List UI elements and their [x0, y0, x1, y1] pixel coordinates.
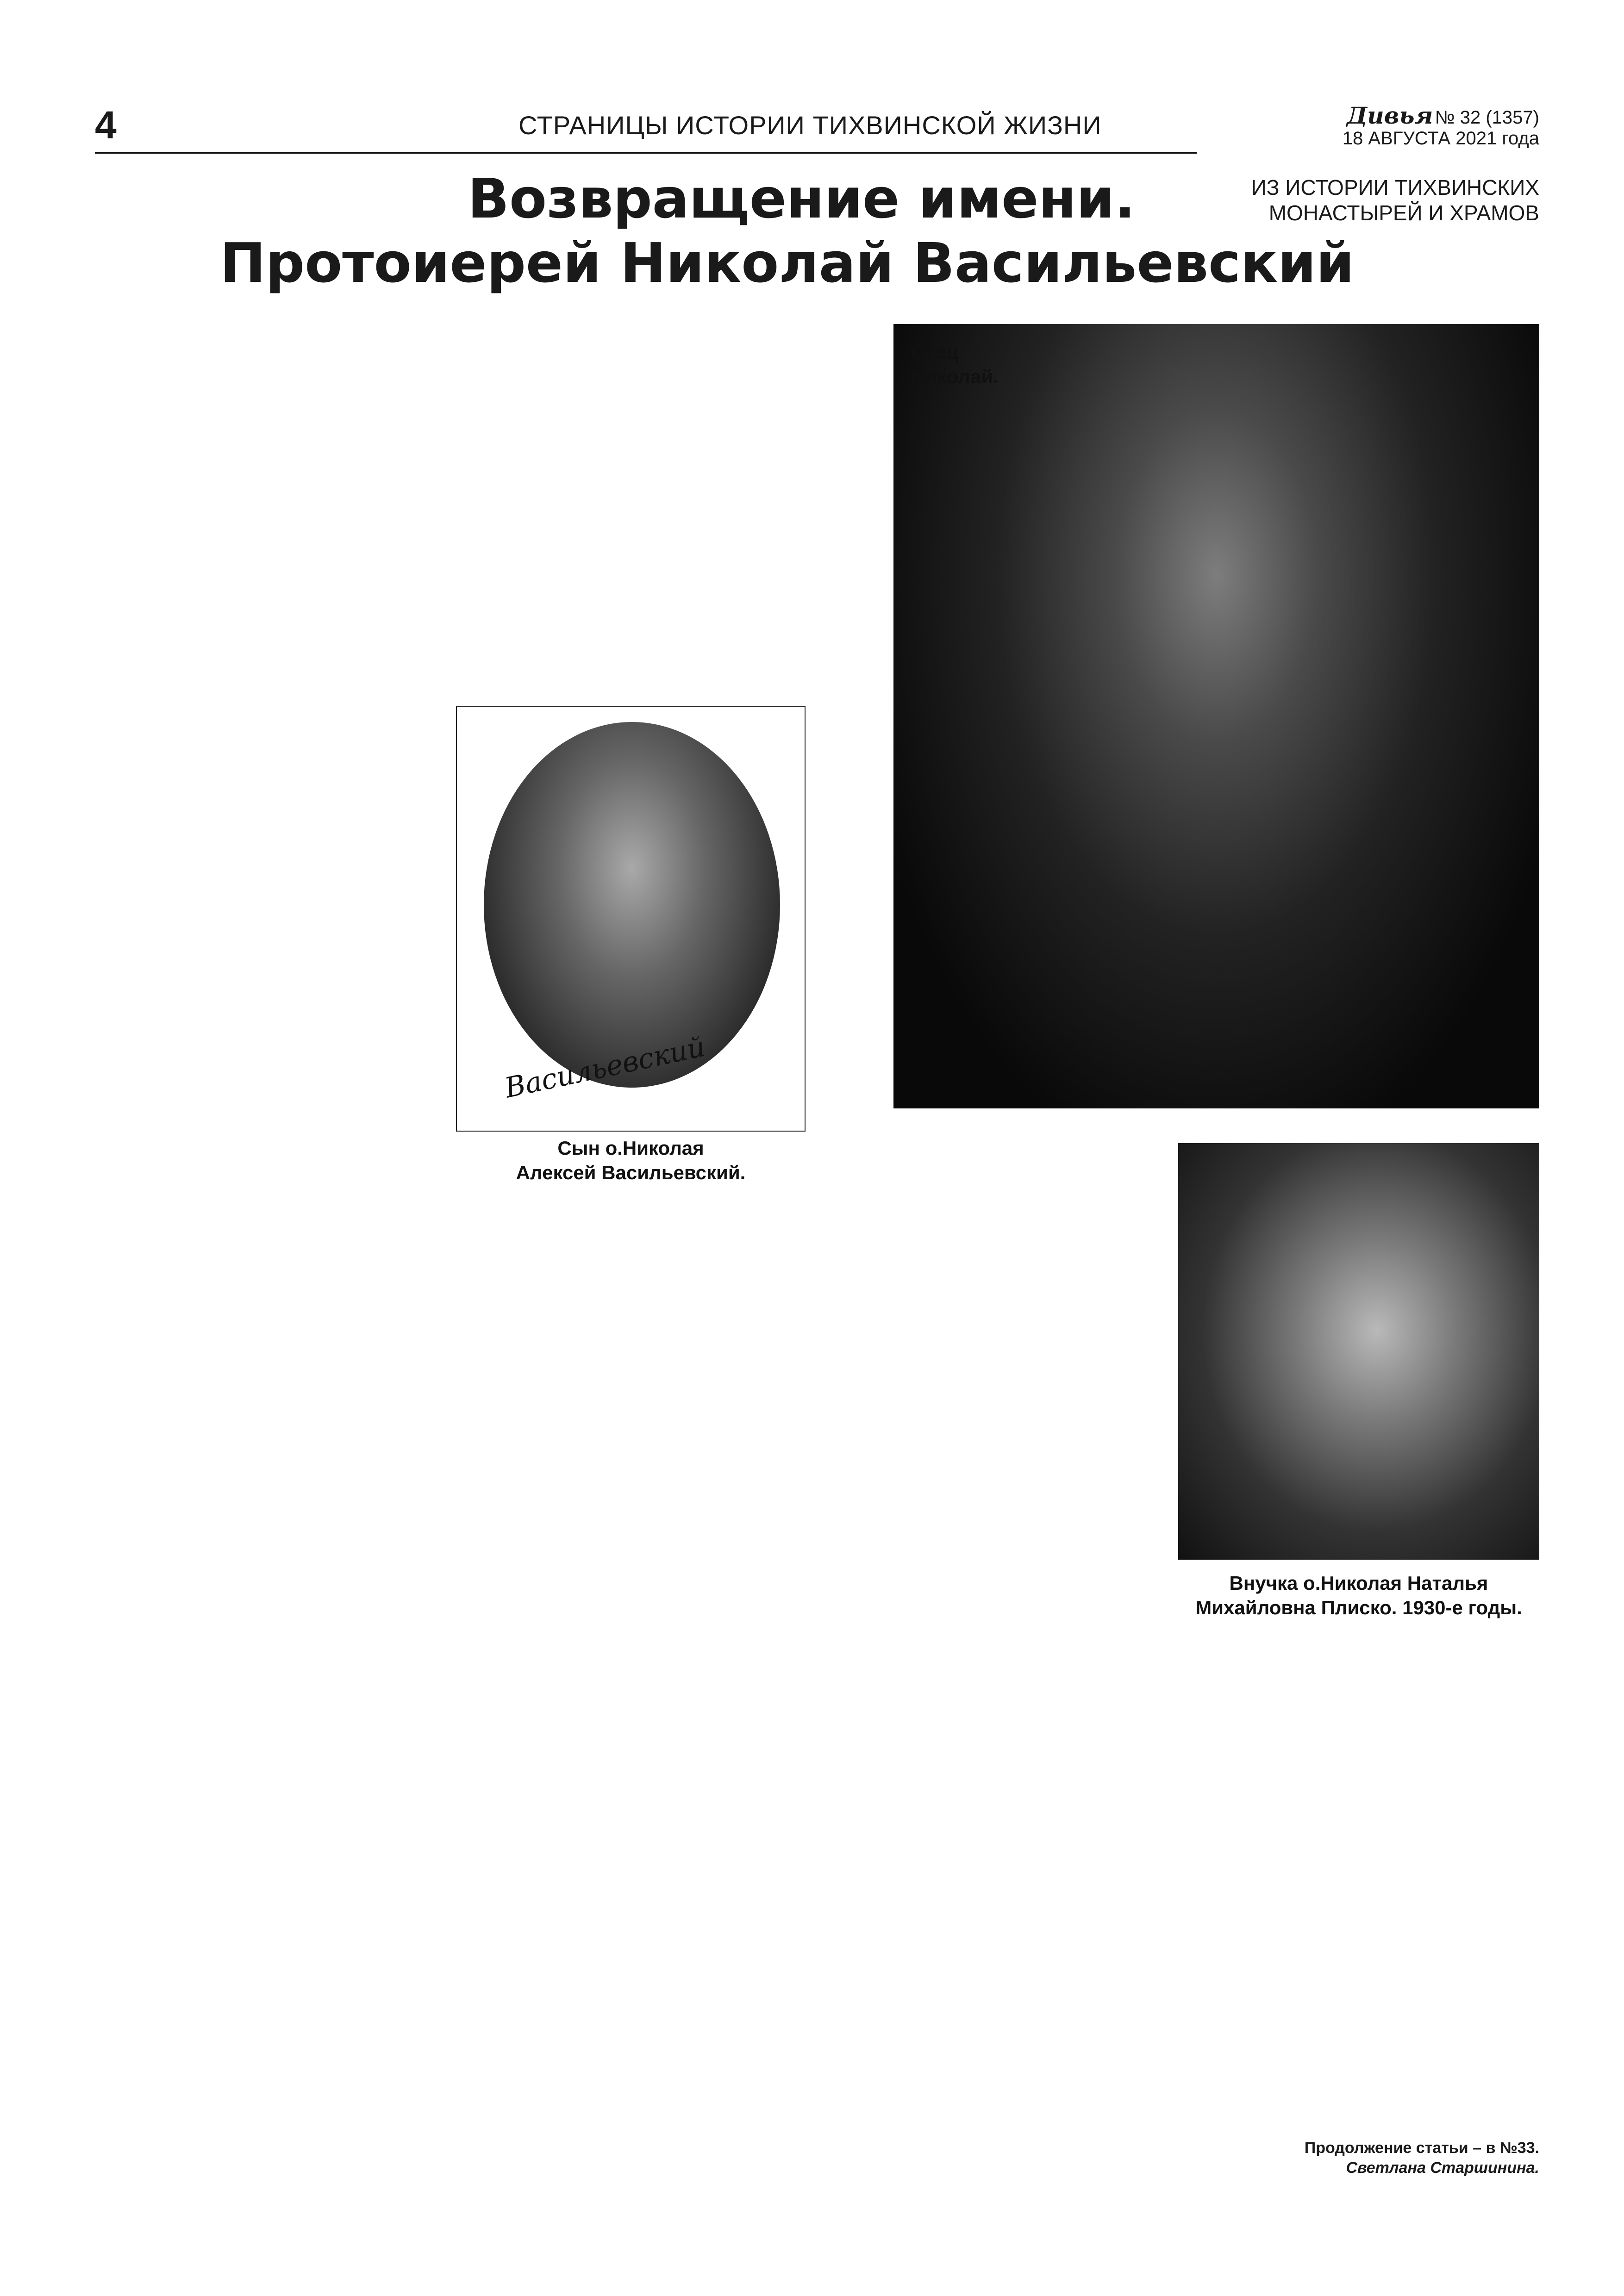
- issue-date: 18 АВГУСТА 2021 года: [1342, 128, 1539, 149]
- caption-granddaughter-line1: Внучка о.Николая Наталья: [1229, 1572, 1488, 1594]
- caption-son-line1: Сын о.Николая: [557, 1137, 704, 1159]
- son-signature: Васильевский: [502, 1030, 708, 1105]
- section-rubric: СТРАНИЦЫ ИСТОРИИ ТИХВИНСКОЙ ЖИЗНИ: [518, 111, 1102, 140]
- body-column-4: [1178, 1618, 1539, 2131]
- series-title-line2: МОНАСТЫРЕЙ И ХРАМОВ: [1268, 201, 1539, 225]
- photo-granddaughter-natalia: [1178, 1143, 1539, 1560]
- caption-son-line2: Алексей Васильевский.: [516, 1161, 746, 1183]
- body-column-3: [817, 1139, 1169, 2175]
- continued-note: Продолжение статьи – в №33.: [1304, 2139, 1539, 2157]
- byline: [1178, 2138, 1539, 2178]
- caption-father: [911, 340, 999, 389]
- headline-line1: Возвращение имени.: [468, 167, 1136, 230]
- headline-line2: Протоиерей Николай Васильевский: [220, 231, 1355, 295]
- photo-father-nikolai: [893, 324, 1539, 1108]
- caption-granddaughter: [1178, 1571, 1539, 1620]
- masthead: [1329, 103, 1539, 149]
- masthead-logo: Дивья: [1346, 102, 1433, 129]
- page-number: 4: [95, 103, 117, 147]
- body-column-1: [95, 706, 447, 2175]
- caption-granddaughter-line2: Михайловна Плиско. 1930-е годы.: [1195, 1596, 1522, 1618]
- caption-father-line2: Николай.: [911, 365, 999, 387]
- issue-number: № 32 (1357): [1435, 107, 1539, 128]
- caption-father-line1: Отец: [911, 341, 959, 363]
- series-title-line1: ИЗ ИСТОРИИ ТИХВИНСКИХ: [1251, 175, 1539, 199]
- article-lead: [95, 319, 877, 701]
- article-headline: [95, 167, 1530, 295]
- body-column-2: [456, 1178, 808, 2173]
- author-name: Светлана Старшинина.: [1346, 2159, 1539, 2177]
- header-rule: [95, 152, 1197, 154]
